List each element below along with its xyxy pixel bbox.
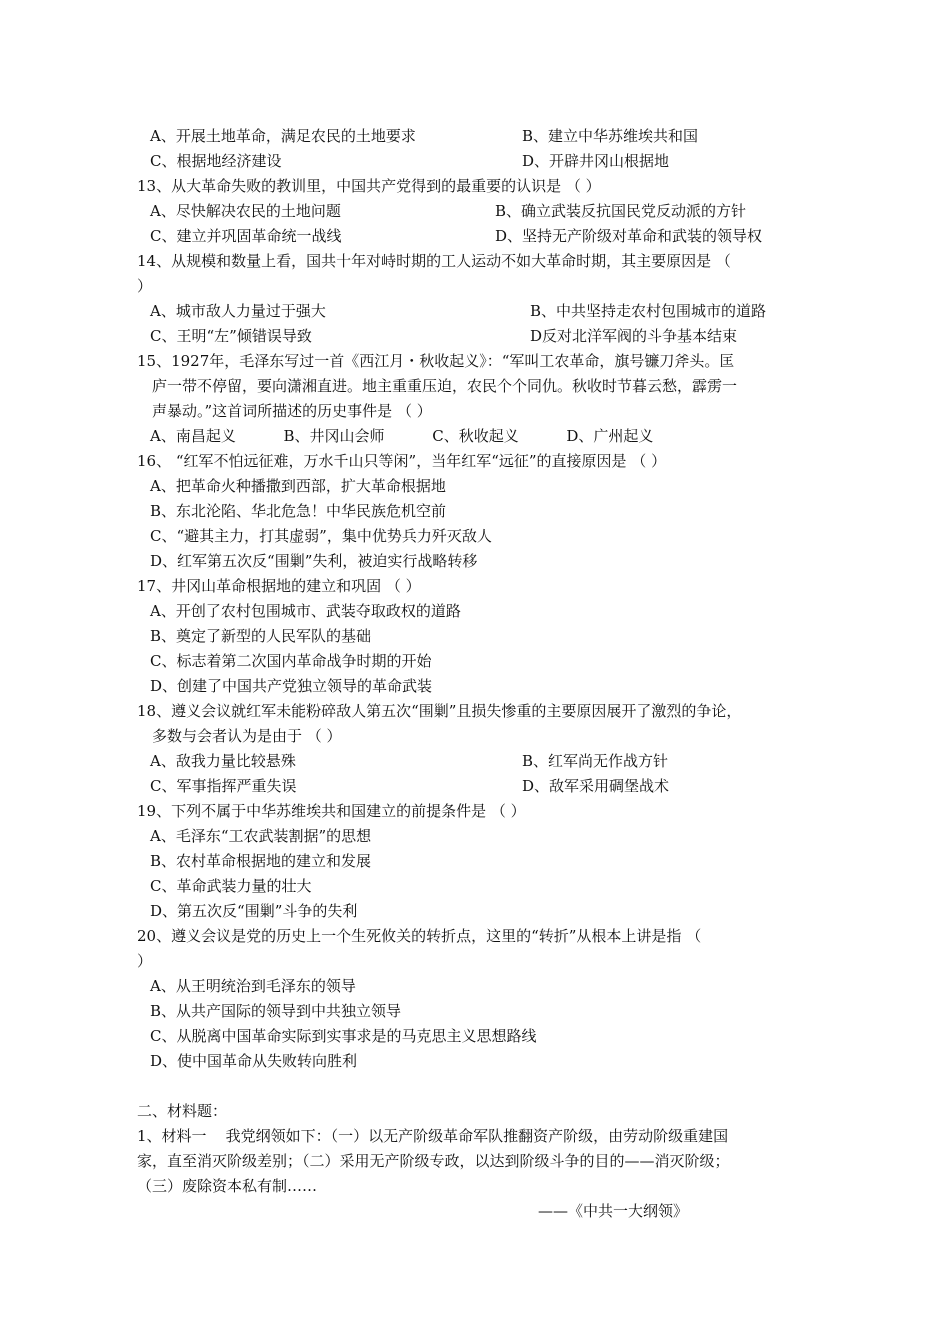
question-20: 20、遵义会议是党的历史上一个生死攸关的转折点，这里的“转折”从根本上讲是指 （ <box>137 927 702 945</box>
material-1-source: ——《中共一大纲领》 <box>538 1202 689 1220</box>
question-15: 15、1927年，毛泽东写过一首《西江月・秋收起义》：“军叫工农革命，旗号镰刀斧头。匡 <box>137 352 735 370</box>
q17-option-c: C、标志着第二次国内革命战争时期的开始 <box>150 652 432 670</box>
question-18-line2: 多数与会者认为是由于 （ ） <box>152 727 342 745</box>
q20-option-c: C、从脱离中国革命实际到实事求是的马克思主义思想路线 <box>150 1027 537 1045</box>
material-1-line3: （三）废除资本私有制…… <box>137 1177 318 1195</box>
question-19: 19、下列不属于中华苏维埃共和国建立的前提条件是 （ ） <box>137 802 526 820</box>
q19-option-d: D、第五次反“围剿”斗争的失利 <box>150 902 358 920</box>
q13-option-a: A、尽快解决农民的土地问题 <box>150 202 341 220</box>
section-2-title: 二、材料题： <box>137 1102 228 1120</box>
q12-option-d: D、开辟井冈山根据地 <box>522 152 670 170</box>
q14-option-b: B、中共坚持走农村包围城市的道路 <box>530 302 767 320</box>
q12-option-c: C、根据地经济建设 <box>150 152 282 170</box>
question-14-cont: ） <box>137 277 153 295</box>
q12-option-a: A、开展土地革命，满足农民的土地要求 <box>150 127 416 145</box>
question-18: 18、遵义会议就红军未能粉碎敌人第五次“围剿”且损失惨重的主要原因展开了激烈的争论， <box>137 702 742 720</box>
q16-option-c: C、“避其主力，打其虚弱”，集中优势兵力歼灭敌人 <box>150 527 492 545</box>
q16-option-b: B、东北沦陷、华北危急！中华民族危机空前 <box>150 502 447 520</box>
q18-option-a: A、敌我力量比较悬殊 <box>150 752 296 770</box>
question-16: 16、 “红军不怕远征难，万水千山只等闲”，当年红军“远征”的直接原因是 （ ） <box>137 452 667 470</box>
q13-option-b: B、确立武装反抗国民党反动派的方针 <box>495 202 747 220</box>
q19-option-b: B、农村革命根据地的建立和发展 <box>150 852 372 870</box>
q20-option-a: A、从王明统治到毛泽东的领导 <box>150 977 356 995</box>
q15-options: A、南昌起义 B、井冈山会师 C、秋收起义 D、广州起义 <box>150 427 654 445</box>
q14-option-c: C、王明“左”倾错误导致 <box>150 327 312 345</box>
q16-option-a: A、把革命火种播撒到西部，扩大革命根据地 <box>150 477 446 495</box>
q17-option-b: B、奠定了新型的人民军队的基础 <box>150 627 372 645</box>
q17-option-a: A、开创了农村包围城市、武装夺取政权的道路 <box>150 602 461 620</box>
q20-option-b: B、从共产国际的领导到中共独立领导 <box>150 1002 402 1020</box>
q19-option-a: A、毛泽东“工农武装割据”的思想 <box>150 827 372 845</box>
question-17: 17、井冈山革命根据地的建立和巩固 （ ） <box>137 577 421 595</box>
q19-option-c: C、革命武装力量的壮大 <box>150 877 312 895</box>
q18-option-d: D、敌军采用碉堡战术 <box>522 777 670 795</box>
q17-option-d: D、创建了中国共产党独立领导的革命武装 <box>150 677 433 695</box>
material-1-line2: 家，直至消灭阶级差别；（二）采用无产阶级专政，以达到阶级斗争的目的——消灭阶级； <box>137 1152 730 1170</box>
q14-option-a: A、城市敌人力量过于强大 <box>150 302 326 320</box>
q12-option-b: B、建立中华苏维埃共和国 <box>522 127 699 145</box>
q13-option-d: D、坚持无产阶级对革命和武装的领导权 <box>495 227 763 245</box>
q20-option-d: D、使中国革命从失败转向胜利 <box>150 1052 358 1070</box>
question-15-line2: 庐一带不停留，要向潇湘直进。地主重重压迫，农民个个同仇。秋收时节暮云愁，霹雳一 <box>152 377 738 395</box>
q18-option-c: C、军事指挥严重失误 <box>150 777 297 795</box>
question-15-line3: 声暴动。”这首词所描述的历史事件是 （ ） <box>152 402 432 420</box>
q13-option-c: C、建立并巩固革命统一战线 <box>150 227 342 245</box>
material-1-line1: 1、材料一 我党纲领如下：（一）以无产阶级革命军队推翻资产阶级，由劳动阶级重建国 <box>137 1127 729 1145</box>
q16-option-d: D、红军第五次反“围剿”失利，被迫实行战略转移 <box>150 552 478 570</box>
question-13: 13、从大革命失败的教训里，中国共产党得到的最重要的认识是 （ ） <box>137 177 601 195</box>
q14-option-d: D反对北洋军阀的斗争基本结束 <box>530 327 738 345</box>
question-14: 14、从规模和数量上看，国共十年对峙时期的工人运动不如大革命时期，其主要原因是 （ <box>137 252 731 270</box>
q18-option-b: B、红军尚无作战方针 <box>522 752 669 770</box>
question-20-cont: ） <box>137 952 153 970</box>
